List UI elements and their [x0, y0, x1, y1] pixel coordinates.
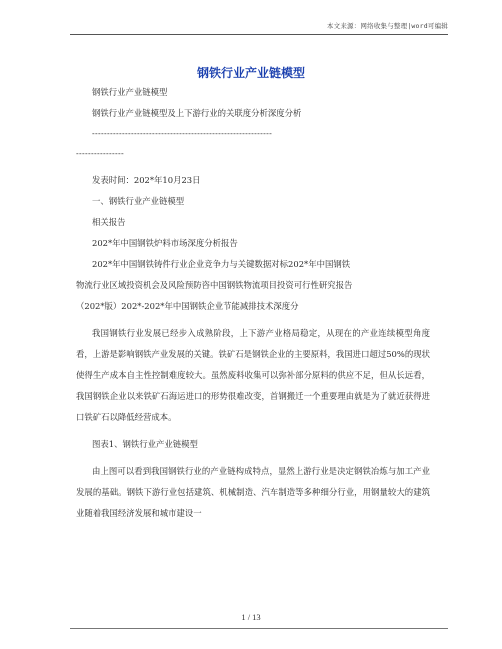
- document-body: [76, 82, 430, 524]
- report-link-1[interactable]: 202*年中国钢铁炉料市场深度分析报告: [92, 238, 238, 248]
- paragraph-downstream: 由上图可以看到我国钢铁行业的产业链构成特点，显然上游行业是决定钢铁冶炼与加工产业发展的基础。钢铁下游行业包括建筑、机械制造、汽车制造等多种细分行业，用钢量较大的建筑业随着我国经济发展和城市建设一: [76, 466, 430, 518]
- report-link-4[interactable]: （202*版）202*-202*年中国钢铁企业节能减排技术深度分: [76, 301, 299, 311]
- analysis-title-line: 钢铁行业产业链模型及上下游行业的关联度分析深度分析: [92, 108, 302, 118]
- section-heading: 一、钢铁行业产业链模型: [92, 196, 185, 206]
- report-link-3[interactable]: 物流行业区域投资机会及风险预防咨中国钢铁物流项目投资可行性研究报告: [76, 280, 353, 290]
- page-number: 1 / 13: [241, 612, 261, 622]
- publish-date: 发表时间：202*年10月23日: [92, 175, 201, 185]
- source-note: 本文来源：网络收集与整理|word可编辑: [326, 22, 448, 30]
- report-link-2[interactable]: 202*年中国钢铁铸件行业企业竞争力与关键数据对标202*年中国钢铁: [92, 259, 351, 269]
- subtitle-line: 钢铁行业产业链模型: [92, 87, 168, 97]
- paragraph-upstream: 我国钢铁行业发展已经步入成熟阶段，上下游产业格局稳定，从现在的产业连续模型角度看，上游是影响钢铁产业发展的关键。铁矿石是钢铁企业的主要原料，我国进口超过50%的现状使得生产成本自主性控制难度较大。虽然废料收集可以弥补部分原料的供应不足，但从长远看，我国钢铁企业以来铁矿石海运进口的形势很难改变，首钢搬迁一个重要理由就是为了就近获得进口铁矿石以降低经营成本。: [76, 328, 430, 422]
- figure-caption: 图表1、钢铁行业产业链模型: [92, 439, 198, 449]
- footer-divider: [70, 628, 448, 629]
- separator-dashes: ------------------------------------------------------------: [92, 129, 273, 138]
- document-title: 钢铁行业产业链模型: [196, 66, 305, 80]
- related-reports-label: 相关报告: [92, 217, 126, 227]
- separator-dashes-continued: ----------------: [76, 149, 125, 158]
- header-divider: [70, 34, 448, 35]
